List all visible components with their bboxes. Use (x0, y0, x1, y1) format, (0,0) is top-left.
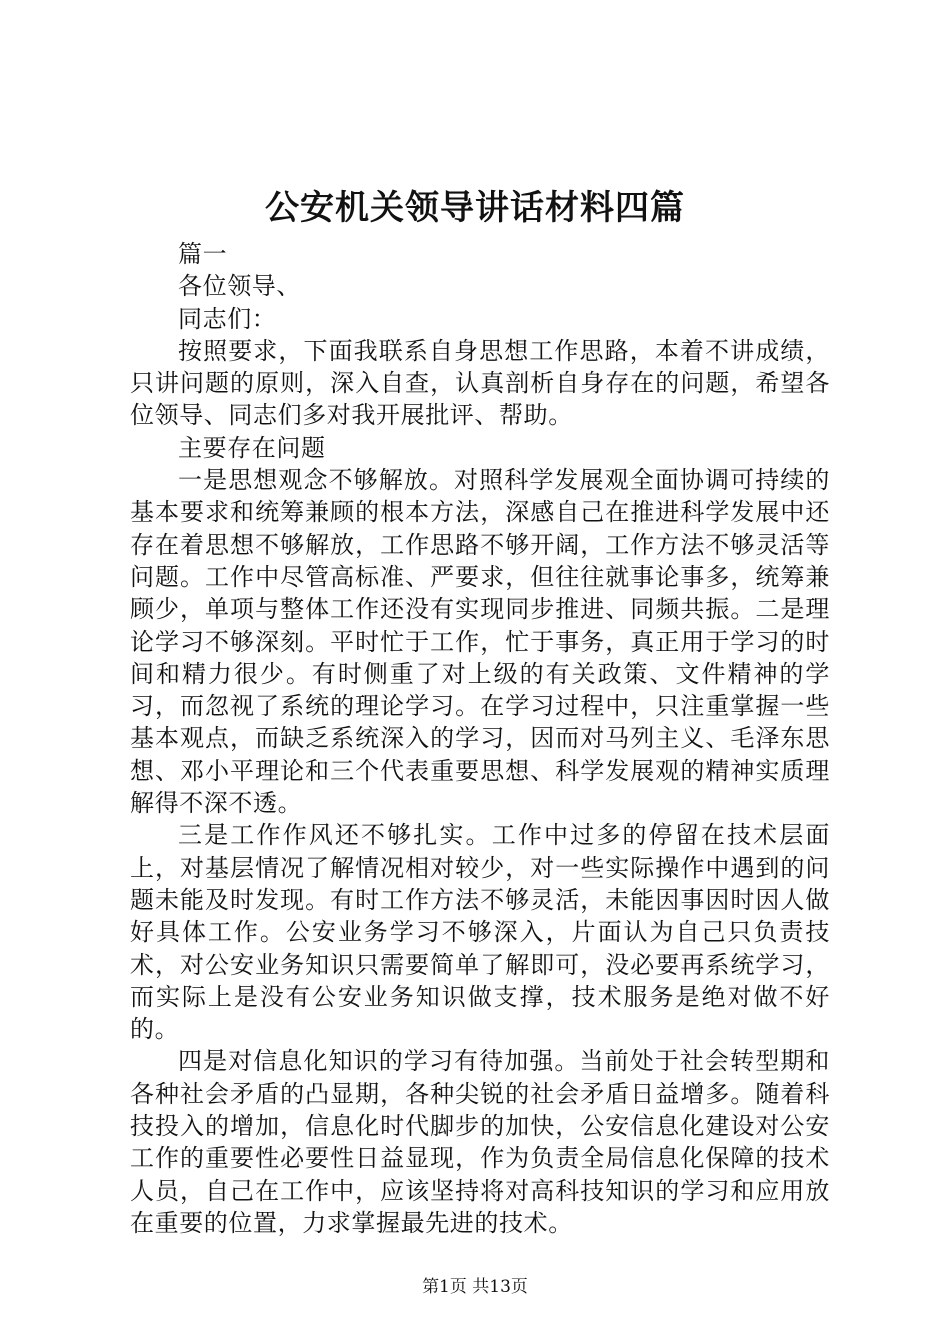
paragraph-introduction: 按照要求，下面我联系自身思想工作思路，本着不讲成绩，只讲问题的原则，深入自查，认真剖析自身存在的问题，希望各位领导、同志们多对我开展批评、帮助。 (130, 336, 830, 430)
document-title: 公安机关领导讲话材料四篇 (265, 188, 685, 228)
paragraph-heading-problems: 主要存在问题 (178, 433, 326, 462)
paragraph-salutation-comrades: 同志们： (178, 304, 277, 333)
document-body (130, 238, 830, 1239)
paragraph-salutation-leaders: 各位领导、 (178, 272, 301, 301)
paragraph-problem-four: 四是对信息化知识的学习有待加强。当前处于社会转型期和各种社会矛盾的凸显期，各种尖锐的社会矛盾日益增多。随着科技投入的增加，信息化时代脚步的加快，公安信息化建设对公安工作的重要性必要性日益显现，作为负责全局信息化保障的技术人员，自己在工作中，应该坚持将对高科技知识的学习和应用放在重要的位置，力求掌握最先进的技术。 (130, 1047, 830, 1237)
paragraph-section-label: 篇一 (178, 240, 228, 268)
page-number-footer: 第1页 共13页 (422, 1277, 528, 1297)
paragraph-problems-one-two: 一是思想观念不够解放。对照科学发展观全面协调可持续的基本要求和统筹兼顾的根本方法，深感自己在推进科学发展中还存在着思想不够解放，工作思路不够开阔，工作方法不够灵活等问题。工作中尽管高标准、严要求，但往往就事论事多，统筹兼顾少，单项与整体工作还没有实现同步推进、同频共振。二是理论学习不够深刻。平时忙于工作，忙于事务，真正用于学习的时间和精力很少。有时侧重了对上级的有关政策、文件精神的学习，而忽视了系统的理论学习。在学习过程中，只注重掌握一些基本观点，而缺乏系统深入的学习，因而对马列主义、毛泽东思想、邓小平理论和三个代表重要思想、科学发展观的精神实质理解得不深不透。 (130, 466, 830, 818)
paragraph-problem-three: 三是工作作风还不够扎实。工作中过多的停留在技术层面上，对基层情况了解情况相对较少，对一些实际操作中遇到的问题未能及时发现。有时工作方法不够灵活，未能因事因时因人做好具体工作。公安业务学习不够深入，片面认为自己只负责技术，对公安业务知识只需要简单了解即可，没必要再系统学习，而实际上是没有公安业务知识做支撑，技术服务是绝对做不好的。 (130, 821, 830, 1044)
